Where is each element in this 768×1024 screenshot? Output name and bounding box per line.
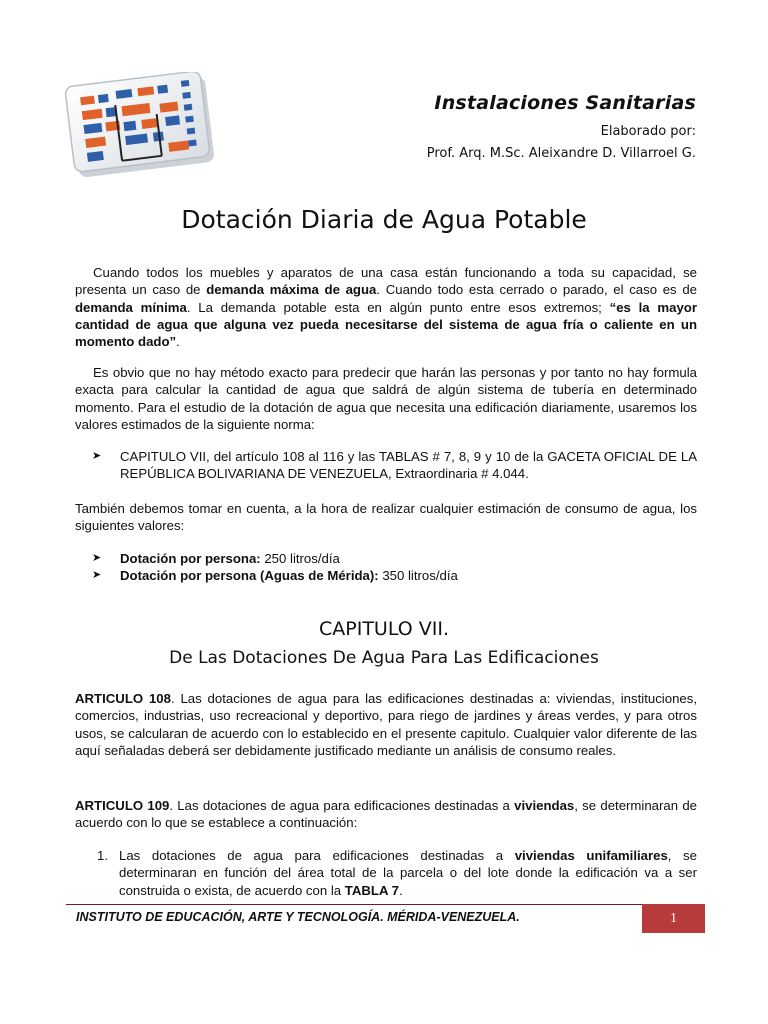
- text-run: . La demanda potable esta en algún punto entre esos extremos;: [186, 299, 610, 315]
- values-list: [92, 550, 697, 585]
- chapter-title: CAPITULO VII.: [319, 618, 449, 640]
- list-item: [92, 567, 697, 584]
- quote-text: “es la mayor cantidad de agua que alguna vez pueda necesitarse del sistema de agua fría o caliente en un momento dado”: [75, 299, 697, 350]
- footer-institution: INSTITUTO DE EDUCACIÓN, ARTE Y TECNOLOGÍA. MÉRIDA-VENEZUELA.: [76, 910, 520, 924]
- list-item: [92, 448, 697, 483]
- bold-term: demanda mínima: [75, 299, 187, 315]
- bold-term: viviendas: [514, 798, 575, 813]
- text-run: .: [399, 882, 403, 898]
- institute-logo: [62, 72, 222, 180]
- list-item: [92, 550, 697, 567]
- article-label: ARTICULO 109: [75, 798, 170, 813]
- bold-term: TABLA 7: [344, 882, 400, 898]
- page-title: Dotación Diaria de Agua Potable: [181, 205, 587, 234]
- text-run: Cuando todos los muebles y aparatos de una casa están funcionando a toda su capacidad, se presenta un caso de: [75, 265, 697, 298]
- chapter-subtitle: De Las Dotaciones De Agua Para Las Edificaciones: [169, 648, 599, 668]
- value-label: Dotación por persona (Aguas de Mérida):: [120, 568, 379, 584]
- arrow-bullet-icon: ➤: [92, 552, 102, 564]
- bold-term: demanda máxima de agua: [206, 282, 377, 298]
- arrow-bullet-icon: ➤: [92, 450, 102, 462]
- author-name: [427, 146, 696, 161]
- text-run: . Las dotaciones de agua para edificaciones destinadas a: [169, 798, 515, 813]
- text-run: Las dotaciones de agua para edificaciones destinadas a: [119, 848, 515, 863]
- norma-list: [92, 448, 697, 483]
- paragraph-intro: [75, 264, 697, 350]
- page-number: 1: [642, 904, 705, 933]
- text-run: , se determinaran en función del área total de la parcela o del lote donde la edificación va a ser construida o exista, de acuerdo con la: [119, 848, 697, 898]
- article-108: [75, 690, 697, 759]
- footer-divider: [66, 904, 642, 905]
- list-item: [97, 847, 697, 899]
- bold-term: viviendas unifamiliares: [514, 848, 668, 863]
- author-title: Prof. Arq. M.Sc.: [426, 146, 525, 161]
- text-run: .: [176, 334, 180, 350]
- arrow-bullet-icon: ➤: [92, 569, 102, 582]
- article-109: [75, 797, 697, 832]
- author-fullname: Aleixandre D. Villarroel G.: [524, 146, 696, 161]
- course-title: Instalaciones Sanitarias: [434, 92, 696, 114]
- article-text: . Las dotaciones de agua para las edificaciones destinadas a: viviendas, instituciones, comercios, industrias, uso recreacional y deportivo, para riego de jardines y áreas verdes, y para otros usos, se calcularan de acuerdo con lo establecido en el presente capitulo. Cualquier valor diferente de las aquí señaladas deberá ser debidamente justificado mediante un análisis de consumo reales.: [75, 691, 697, 758]
- paragraph-method: Es obvio que no hay método exacto para predecir que harán las personas y por tanto no hay formula exacta para calcular la cantidad de agua que saldrá de algún sistema de tubería en determinado momento. Para el estudio de la dotación de agua que necesita una edificación diariamente, usaremos los valores estimados de la siguiente norma:: [75, 365, 697, 432]
- author-label: Elaborado por:: [600, 124, 696, 139]
- list-item-text: CAPITULO VII, del artículo 108 al 116 y las TABLAS # 7, 8, 9 y 10 de la GACETA OFICIAL DE LA REPÚBLICA BOLIVARIANA DE VENEZUELA, Extraordinaria # 4.044.: [120, 449, 697, 482]
- value-amount: 350 litros/día: [378, 568, 458, 584]
- value-amount: 250 litros/día: [260, 551, 340, 566]
- list-number: 1.: [97, 848, 108, 863]
- value-label: Dotación por persona:: [120, 551, 261, 566]
- paragraph-values: También debemos tomar en cuenta, a la hora de realizar cualquier estimación de consumo de agua, los siguientes valores:: [75, 501, 697, 534]
- numbered-list: [97, 847, 697, 899]
- text-run: . Cuando todo esta cerrado o parado, el caso es de: [376, 282, 697, 298]
- text-run: , se determinaran de acuerdo con lo que se establece a continuación:: [75, 798, 697, 831]
- article-label: ARTICULO 108: [75, 691, 171, 706]
